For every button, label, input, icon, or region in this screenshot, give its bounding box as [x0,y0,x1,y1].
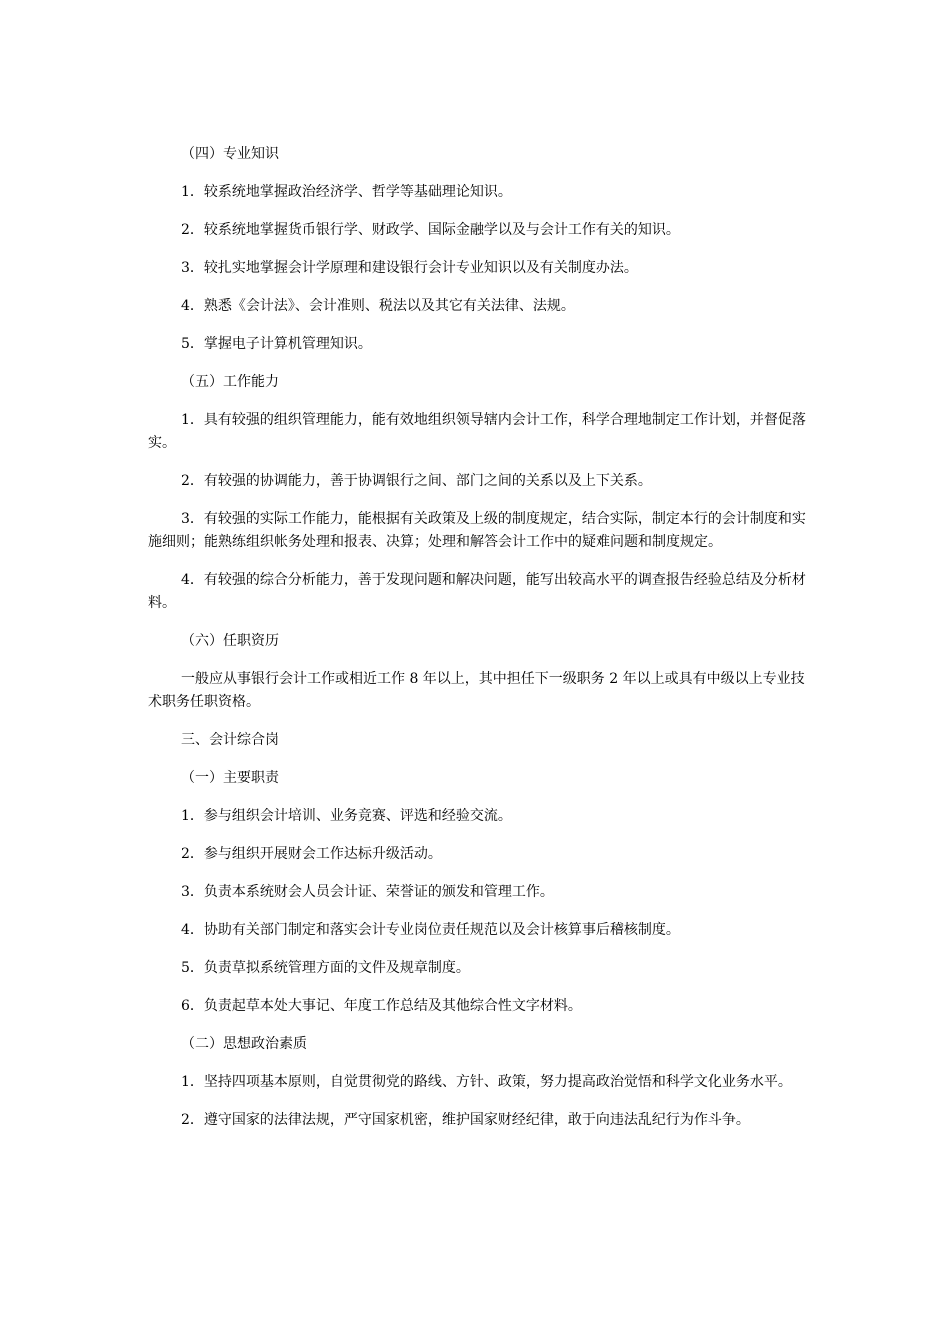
paragraph: 3．负责本系统财会人员会计证、荣誉证的颁发和管理工作。 [181,884,554,900]
paragraph: 3．有较强的实际工作能力，能根据有关政策及上级的制度规定，结合实际，制定本行的会计制度和实施细则；能熟练组织帐务处理和报表、决算；处理和解答会计工作中的疑难问题和制度规定。 [148,511,806,550]
section-heading-main-duties: （一）主要职责 [181,770,279,786]
paragraph: 5．负责草拟系统管理方面的文件及规章制度。 [181,960,470,976]
section-heading-work-ability: （五）工作能力 [181,374,279,390]
paragraph: 1．参与组织会计培训、业务竞赛、评选和经验交流。 [181,808,512,824]
paragraph: 4．熟悉《会计法》、会计准则、税法以及其它有关法律、法规。 [181,298,575,314]
section-heading-qualifications: （六）任职资历 [181,633,279,649]
paragraph: 5．掌握电子计算机管理知识。 [181,336,372,352]
paragraph: 2．较系统地掌握货币银行学、财政学、国际金融学以及与会计工作有关的知识。 [181,222,680,238]
paragraph: 4．协助有关部门制定和落实会计专业岗位责任规范以及会计核算事后稽核制度。 [181,922,680,938]
paragraph: 2．遵守国家的法律法规，严守国家机密，维护国家财经纪律，敢于向违法乱纪行为作斗争。 [181,1112,750,1128]
paragraph: 4．有较强的综合分析能力，善于发现问题和解决问题，能写出较高水平的调查报告经验总结及分析材料。 [148,572,806,611]
paragraph: 6．负责起草本处大事记、年度工作总结及其他综合性文字材料。 [181,998,582,1014]
paragraph: 2．有较强的协调能力，善于协调银行之间、部门之间的关系以及上下关系。 [181,473,652,489]
paragraph: 2．参与组织开展财会工作达标升级活动。 [181,846,442,862]
section-heading-professional-knowledge: （四）专业知识 [181,146,279,162]
paragraph: 一般应从事银行会计工作或相近工作 8 年以上，其中担任下一级职务 2 年以上或具有中级以上专业技术职务任职资格。 [148,671,805,710]
paragraph: 1．坚持四项基本原则，自觉贯彻党的路线、方针、政策，努力提高政治觉悟和科学文化业务水平。 [181,1074,792,1090]
paragraph: 1．较系统地掌握政治经济学、哲学等基础理论知识。 [181,184,512,200]
document-page [148,143,808,1132]
section-heading-political-quality: （二）思想政治素质 [181,1036,307,1052]
paragraph: 3．较扎实地掌握会计学原理和建设银行会计专业知识以及有关制度办法。 [181,260,638,276]
paragraph: 1．具有较强的组织管理能力，能有效地组织领导辖内会计工作，科学合理地制定工作计划，并督促落实。 [148,412,806,451]
section-heading-accounting-general-post: 三、会计综合岗 [181,732,279,748]
